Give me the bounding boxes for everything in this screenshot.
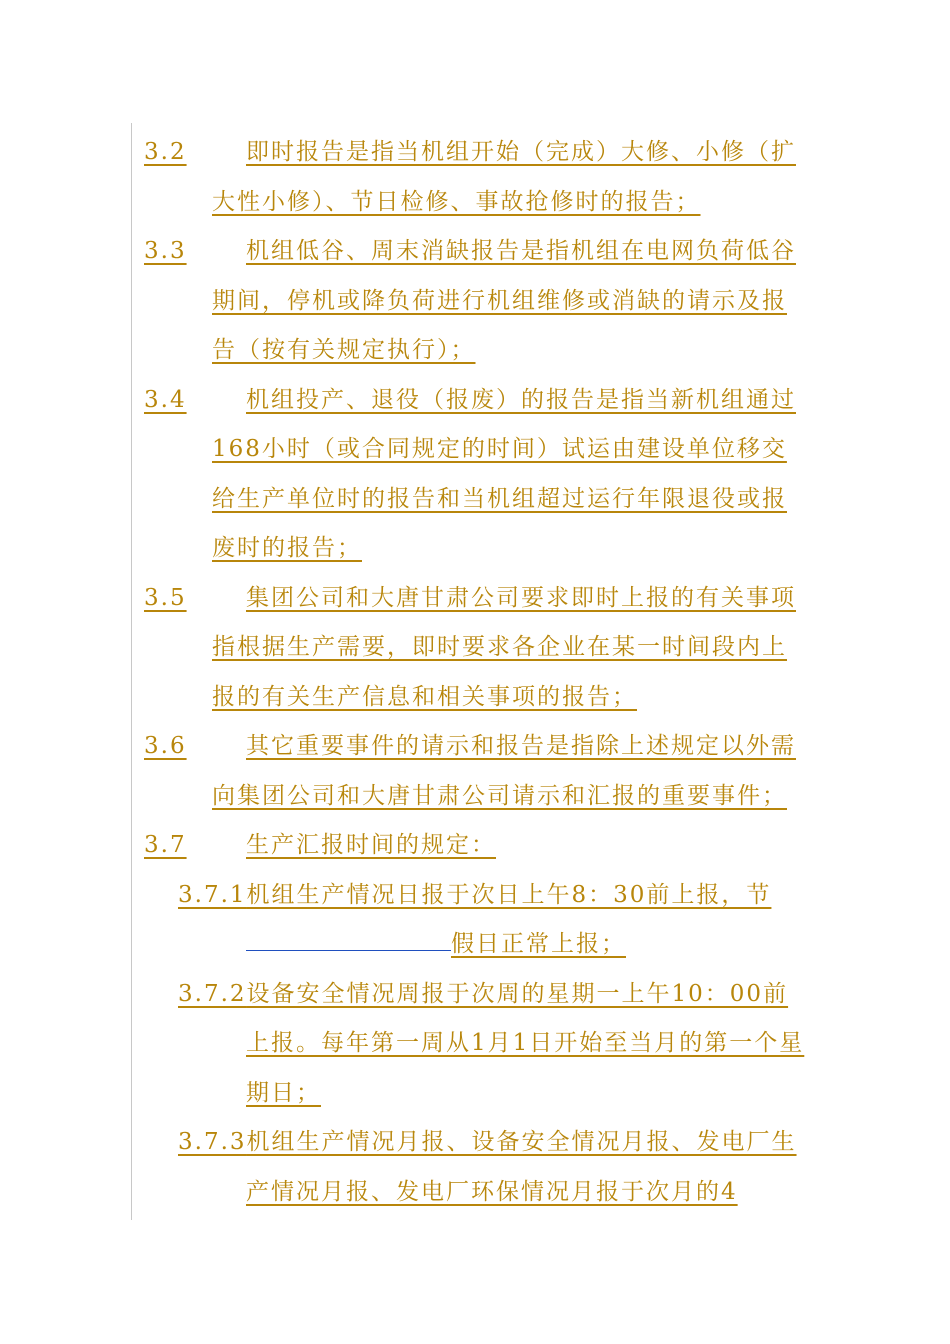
clause-number: 3.3 [144, 238, 187, 264]
clause-text: 机组生产情况月报、设备安全情况月报、发电厂生产情况月报、发电厂环保情况月报于次月的4 [246, 1129, 797, 1205]
clause-number: 3.4 [144, 386, 187, 413]
clause-number: 3.7 [144, 832, 187, 858]
clause-3-7 [144, 821, 808, 871]
clause-number: 3.7.3 [178, 1129, 247, 1155]
clause-3-3 [144, 227, 808, 376]
clause-number: 3.5 [144, 584, 187, 611]
clause-number: 3.7.2 [178, 980, 247, 1007]
clause-number: 3.2 [144, 139, 187, 165]
clause-3-7-2 [178, 970, 808, 1119]
clause-3-7-1 [178, 871, 808, 970]
clause-3-7-3 [178, 1118, 808, 1217]
clause-text: 生产汇报时间的规定： [246, 832, 496, 858]
clause-text-part-a: 机组生产情况日报于次日上午8：30前上报，节 [246, 881, 772, 908]
clause-3-6 [144, 722, 808, 821]
document-content [144, 128, 808, 1217]
clause-text: 机组投产、退役（报废）的报告是指当新机组通过168小时（或合同规定的时间）试运由建设单位移交给生产单位时的报告和当机组超过运行年限退役或报废时的报告； [212, 386, 796, 561]
clause-number: 3.7.1 [178, 881, 247, 908]
clause-text: 集团公司和大唐甘肃公司要求即时上报的有关事项指根据生产需要，即时要求各企业在某一时间段内上报的有关生产信息和相关事项的报告； [212, 584, 796, 710]
clause-3-4 [144, 376, 808, 574]
clause-3-5 [144, 574, 808, 723]
clause-text: 其它重要事件的请示和报告是指除上述规定以外需向集团公司和大唐甘肃公司请示和汇报的重要事件； [212, 733, 796, 809]
blank-fill-line [246, 925, 451, 951]
clause-text: 即时报告是指当机组开始（完成）大修、小修（扩大性小修）、节日检修、事故抢修时的报告； [212, 139, 796, 215]
left-margin-line [131, 123, 132, 1220]
clause-text: 设备安全情况周报于次周的星期一上午10：00前上报。每年第一周从1月1日开始至当月的第一个星期日； [246, 980, 805, 1106]
clause-number: 3.6 [144, 733, 187, 759]
clause-text-part-b: 假日正常上报； [451, 931, 626, 957]
clause-3-2 [144, 128, 808, 227]
clause-text: 机组低谷、周末消缺报告是指机组在电网负荷低谷期间，停机或降负荷进行机组维修或消缺的请示及报告（按有关规定执行）； [212, 238, 796, 363]
